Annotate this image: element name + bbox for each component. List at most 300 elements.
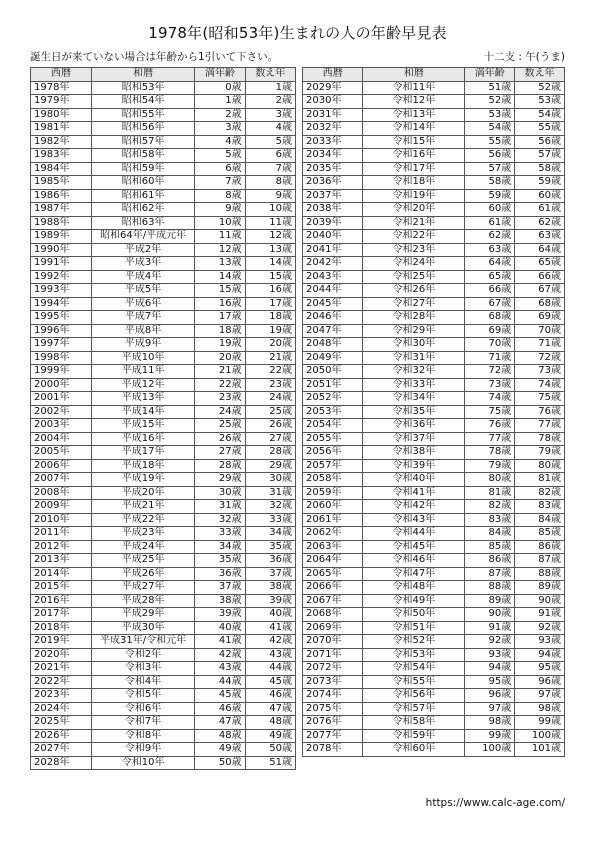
cell-japanese-era: 令和48年 — [363, 581, 465, 595]
cell-japanese-era: 昭和55年 — [91, 108, 194, 122]
cell-kazoe-age: 28歳 — [245, 446, 295, 460]
table-row — [31, 608, 296, 622]
cell-age: 70歳 — [465, 338, 515, 352]
table-row — [31, 419, 296, 433]
cell-kazoe-age: 7歳 — [245, 162, 295, 176]
cell-kazoe-age: 45歳 — [245, 675, 295, 689]
cell-japanese-era: 平成10年 — [91, 351, 194, 365]
cell-western-year: 2068年 — [303, 608, 363, 622]
cell-age: 67歳 — [465, 297, 515, 311]
cell-japanese-era: 昭和53年 — [91, 81, 194, 95]
cell-japanese-era: 平成2年 — [91, 243, 194, 257]
cell-age: 33歳 — [195, 527, 245, 541]
table-row — [31, 648, 296, 662]
cell-kazoe-age: 5歳 — [245, 135, 295, 149]
table-row — [31, 338, 296, 352]
cell-western-year: 2076年 — [303, 716, 363, 730]
cell-western-year: 1996年 — [31, 324, 92, 338]
table-row — [31, 122, 296, 136]
cell-western-year: 1987年 — [31, 203, 92, 217]
table-row — [31, 540, 296, 554]
cell-age: 68歳 — [465, 311, 515, 325]
cell-age: 94歳 — [465, 662, 515, 676]
table-row — [303, 729, 565, 743]
cell-kazoe-age: 20歳 — [245, 338, 295, 352]
cell-kazoe-age: 83歳 — [515, 500, 565, 514]
cell-western-year: 2048年 — [303, 338, 363, 352]
table-row — [31, 486, 296, 500]
cell-japanese-era: 令和11年 — [363, 81, 465, 95]
cell-japanese-era: 令和24年 — [363, 257, 465, 271]
cell-western-year: 2060年 — [303, 500, 363, 514]
cell-kazoe-age: 8歳 — [245, 176, 295, 190]
cell-age: 49歳 — [195, 743, 245, 757]
cell-age: 2歳 — [195, 108, 245, 122]
cell-western-year: 1978年 — [31, 81, 92, 95]
cell-japanese-era: 令和14年 — [363, 122, 465, 136]
cell-japanese-era: 昭和57年 — [91, 135, 194, 149]
cell-age: 66歳 — [465, 284, 515, 298]
table-row — [303, 540, 565, 554]
cell-kazoe-age: 78歳 — [515, 432, 565, 446]
cell-age: 12歳 — [195, 243, 245, 257]
table-row — [31, 675, 296, 689]
table-row — [31, 729, 296, 743]
cell-age: 9歳 — [195, 203, 245, 217]
table-row — [31, 284, 296, 298]
cell-kazoe-age: 58歳 — [515, 162, 565, 176]
table-row — [303, 378, 565, 392]
table-row — [303, 122, 565, 136]
cell-japanese-era: 平成9年 — [91, 338, 194, 352]
cell-kazoe-age: 54歳 — [515, 108, 565, 122]
table-row — [31, 702, 296, 716]
cell-western-year: 2043年 — [303, 270, 363, 284]
cell-western-year: 2054年 — [303, 419, 363, 433]
cell-kazoe-age: 14歳 — [245, 257, 295, 271]
cell-age: 59歳 — [465, 189, 515, 203]
table-row — [31, 405, 296, 419]
cell-kazoe-age: 86歳 — [515, 540, 565, 554]
cell-age: 18歳 — [195, 324, 245, 338]
cell-western-year: 2045年 — [303, 297, 363, 311]
cell-kazoe-age: 80歳 — [515, 459, 565, 473]
cell-japanese-era: 平成24年 — [91, 540, 194, 554]
age-table-right — [302, 67, 565, 757]
cell-kazoe-age: 89歳 — [515, 581, 565, 595]
cell-western-year: 1979年 — [31, 95, 92, 109]
cell-western-year: 2032年 — [303, 122, 363, 136]
cell-kazoe-age: 99歳 — [515, 716, 565, 730]
cell-japanese-era: 平成25年 — [91, 554, 194, 568]
cell-japanese-era: 平成11年 — [91, 365, 194, 379]
cell-western-year: 2040年 — [303, 230, 363, 244]
cell-japanese-era: 令和21年 — [363, 216, 465, 230]
cell-age: 90歳 — [465, 608, 515, 622]
cell-japanese-era: 令和10年 — [91, 756, 194, 770]
table-row — [303, 243, 565, 257]
cell-western-year: 2069年 — [303, 621, 363, 635]
col-header-japanese-era: 和暦 — [91, 68, 194, 82]
cell-japanese-era: 令和25年 — [363, 270, 465, 284]
cell-japanese-era: 令和40年 — [363, 473, 465, 487]
col-header-kazoe-age: 数え年 — [245, 68, 295, 82]
cell-japanese-era: 平成22年 — [91, 513, 194, 527]
table-row — [303, 311, 565, 325]
cell-age: 63歳 — [465, 243, 515, 257]
cell-kazoe-age: 61歳 — [515, 203, 565, 217]
cell-age: 76歳 — [465, 419, 515, 433]
cell-age: 6歳 — [195, 162, 245, 176]
cell-japanese-era: 令和6年 — [91, 702, 194, 716]
table-row — [31, 95, 296, 109]
table-row — [303, 270, 565, 284]
cell-western-year: 1997年 — [31, 338, 92, 352]
table-row — [303, 297, 565, 311]
table-row — [31, 635, 296, 649]
cell-kazoe-age: 49歳 — [245, 729, 295, 743]
cell-western-year: 2070年 — [303, 635, 363, 649]
table-row — [303, 716, 565, 730]
table-row — [31, 689, 296, 703]
cell-kazoe-age: 1歳 — [245, 81, 295, 95]
site-url[interactable]: https://www.calc-age.com/ — [425, 797, 565, 809]
cell-japanese-era: 平成5年 — [91, 284, 194, 298]
cell-kazoe-age: 75歳 — [515, 392, 565, 406]
cell-western-year: 1992年 — [31, 270, 92, 284]
cell-western-year: 2003年 — [31, 419, 92, 433]
cell-age: 62歳 — [465, 230, 515, 244]
cell-japanese-era: 令和47年 — [363, 567, 465, 581]
cell-japanese-era: 令和9年 — [91, 743, 194, 757]
cell-kazoe-age: 87歳 — [515, 554, 565, 568]
cell-western-year: 2044年 — [303, 284, 363, 298]
cell-age: 0歳 — [195, 81, 245, 95]
cell-western-year: 2063年 — [303, 540, 363, 554]
cell-kazoe-age: 95歳 — [515, 662, 565, 676]
cell-western-year: 2004年 — [31, 432, 92, 446]
cell-western-year: 2038年 — [303, 203, 363, 217]
cell-japanese-era: 平成13年 — [91, 392, 194, 406]
cell-age: 26歳 — [195, 432, 245, 446]
cell-age: 77歳 — [465, 432, 515, 446]
table-row — [31, 527, 296, 541]
cell-japanese-era: 令和37年 — [363, 432, 465, 446]
cell-age: 21歳 — [195, 365, 245, 379]
table-row — [303, 608, 565, 622]
table-row — [303, 365, 565, 379]
table-row — [303, 554, 565, 568]
table-row — [303, 419, 565, 433]
cell-western-year: 2056年 — [303, 446, 363, 460]
cell-age: 100歳 — [465, 743, 515, 757]
cell-japanese-era: 平成6年 — [91, 297, 194, 311]
cell-western-year: 2025年 — [31, 716, 92, 730]
cell-kazoe-age: 71歳 — [515, 338, 565, 352]
cell-age: 34歳 — [195, 540, 245, 554]
cell-western-year: 2058年 — [303, 473, 363, 487]
table-row — [31, 378, 296, 392]
cell-western-year: 2051年 — [303, 378, 363, 392]
cell-kazoe-age: 46歳 — [245, 689, 295, 703]
cell-kazoe-age: 36歳 — [245, 554, 295, 568]
cell-japanese-era: 平成12年 — [91, 378, 194, 392]
table-row — [31, 594, 296, 608]
cell-kazoe-age: 3歳 — [245, 108, 295, 122]
cell-japanese-era: 昭和64年/平成元年 — [91, 230, 194, 244]
table-row — [303, 500, 565, 514]
table-row — [303, 689, 565, 703]
cell-western-year: 2023年 — [31, 689, 92, 703]
cell-japanese-era: 令和5年 — [91, 689, 194, 703]
cell-kazoe-age: 10歳 — [245, 203, 295, 217]
cell-kazoe-age: 92歳 — [515, 621, 565, 635]
cell-western-year: 2055年 — [303, 432, 363, 446]
cell-japanese-era: 昭和58年 — [91, 149, 194, 163]
cell-japanese-era: 令和60年 — [363, 743, 465, 757]
cell-kazoe-age: 23歳 — [245, 378, 295, 392]
table-row — [31, 230, 296, 244]
cell-kazoe-age: 4歳 — [245, 122, 295, 136]
cell-japanese-era: 令和30年 — [363, 338, 465, 352]
cell-japanese-era: 令和17年 — [363, 162, 465, 176]
table-row — [303, 446, 565, 460]
table-row — [31, 162, 296, 176]
table-row — [303, 392, 565, 406]
cell-age: 36歳 — [195, 567, 245, 581]
cell-age: 53歳 — [465, 108, 515, 122]
table-row — [303, 621, 565, 635]
cell-japanese-era: 平成16年 — [91, 432, 194, 446]
cell-kazoe-age: 55歳 — [515, 122, 565, 136]
cell-kazoe-age: 9歳 — [245, 189, 295, 203]
cell-age: 22歳 — [195, 378, 245, 392]
cell-japanese-era: 平成14年 — [91, 405, 194, 419]
cell-kazoe-age: 72歳 — [515, 351, 565, 365]
cell-japanese-era: 令和51年 — [363, 621, 465, 635]
cell-kazoe-age: 47歳 — [245, 702, 295, 716]
cell-japanese-era: 平成19年 — [91, 473, 194, 487]
cell-age: 43歳 — [195, 662, 245, 676]
cell-kazoe-age: 15歳 — [245, 270, 295, 284]
cell-japanese-era: 令和28年 — [363, 311, 465, 325]
cell-japanese-era: 令和52年 — [363, 635, 465, 649]
cell-western-year: 2016年 — [31, 594, 92, 608]
cell-kazoe-age: 84歳 — [515, 513, 565, 527]
cell-age: 47歳 — [195, 716, 245, 730]
cell-kazoe-age: 56歳 — [515, 135, 565, 149]
cell-age: 56歳 — [465, 149, 515, 163]
cell-age: 39歳 — [195, 608, 245, 622]
cell-japanese-era: 平成20年 — [91, 486, 194, 500]
cell-age: 17歳 — [195, 311, 245, 325]
cell-western-year: 2014年 — [31, 567, 92, 581]
cell-japanese-era: 令和32年 — [363, 365, 465, 379]
col-header-western-year: 西暦 — [303, 68, 363, 82]
cell-japanese-era: 令和13年 — [363, 108, 465, 122]
table-row — [303, 459, 565, 473]
cell-japanese-era: 令和49年 — [363, 594, 465, 608]
cell-kazoe-age: 63歳 — [515, 230, 565, 244]
cell-kazoe-age: 94歳 — [515, 648, 565, 662]
cell-kazoe-age: 33歳 — [245, 513, 295, 527]
cell-western-year: 1993年 — [31, 284, 92, 298]
cell-western-year: 2052年 — [303, 392, 363, 406]
cell-japanese-era: 令和58年 — [363, 716, 465, 730]
cell-japanese-era: 令和20年 — [363, 203, 465, 217]
cell-kazoe-age: 24歳 — [245, 392, 295, 406]
cell-age: 44歳 — [195, 675, 245, 689]
cell-age: 19歳 — [195, 338, 245, 352]
cell-japanese-era: 平成17年 — [91, 446, 194, 460]
cell-age: 85歳 — [465, 540, 515, 554]
cell-western-year: 2042年 — [303, 257, 363, 271]
table-row — [303, 189, 565, 203]
cell-age: 84歳 — [465, 527, 515, 541]
table-row — [303, 432, 565, 446]
table-row — [303, 338, 565, 352]
cell-western-year: 1983年 — [31, 149, 92, 163]
cell-japanese-era: 昭和56年 — [91, 122, 194, 136]
cell-kazoe-age: 64歳 — [515, 243, 565, 257]
cell-age: 11歳 — [195, 230, 245, 244]
cell-age: 88歳 — [465, 581, 515, 595]
cell-japanese-era: 令和16年 — [363, 149, 465, 163]
cell-age: 80歳 — [465, 473, 515, 487]
cell-age: 72歳 — [465, 365, 515, 379]
cell-kazoe-age: 67歳 — [515, 284, 565, 298]
cell-japanese-era: 令和3年 — [91, 662, 194, 676]
col-header-western-year: 西暦 — [31, 68, 92, 82]
cell-kazoe-age: 81歳 — [515, 473, 565, 487]
table-row — [31, 189, 296, 203]
cell-age: 48歳 — [195, 729, 245, 743]
cell-kazoe-age: 40歳 — [245, 608, 295, 622]
cell-age: 37歳 — [195, 581, 245, 595]
cell-japanese-era: 平成30年 — [91, 621, 194, 635]
cell-age: 42歳 — [195, 648, 245, 662]
cell-western-year: 2074年 — [303, 689, 363, 703]
table-row — [303, 486, 565, 500]
cell-japanese-era: 平成26年 — [91, 567, 194, 581]
cell-western-year: 2035年 — [303, 162, 363, 176]
col-header-kazoe-age: 数え年 — [515, 68, 565, 82]
age-table-left — [30, 67, 296, 770]
cell-western-year: 2010年 — [31, 513, 92, 527]
cell-age: 75歳 — [465, 405, 515, 419]
cell-japanese-era: 令和8年 — [91, 729, 194, 743]
cell-kazoe-age: 41歳 — [245, 621, 295, 635]
table-row — [303, 135, 565, 149]
cell-age: 79歳 — [465, 459, 515, 473]
table-row — [31, 473, 296, 487]
table-row — [303, 581, 565, 595]
cell-age: 40歳 — [195, 621, 245, 635]
cell-japanese-era: 令和29年 — [363, 324, 465, 338]
cell-age: 10歳 — [195, 216, 245, 230]
cell-western-year: 1995年 — [31, 311, 92, 325]
table-row — [303, 635, 565, 649]
cell-japanese-era: 令和18年 — [363, 176, 465, 190]
table-row — [31, 297, 296, 311]
table-row — [31, 513, 296, 527]
cell-japanese-era: 令和57年 — [363, 702, 465, 716]
cell-kazoe-age: 13歳 — [245, 243, 295, 257]
cell-age: 30歳 — [195, 486, 245, 500]
cell-kazoe-age: 69歳 — [515, 311, 565, 325]
cell-age: 86歳 — [465, 554, 515, 568]
cell-age: 46歳 — [195, 702, 245, 716]
cell-western-year: 2067年 — [303, 594, 363, 608]
cell-japanese-era: 令和7年 — [91, 716, 194, 730]
cell-japanese-era: 令和4年 — [91, 675, 194, 689]
table-row — [303, 675, 565, 689]
cell-western-year: 2018年 — [31, 621, 92, 635]
cell-western-year: 2011年 — [31, 527, 92, 541]
table-row — [31, 108, 296, 122]
cell-western-year: 1980年 — [31, 108, 92, 122]
table-row — [31, 446, 296, 460]
table-header-row — [303, 68, 565, 82]
cell-western-year: 2036年 — [303, 176, 363, 190]
cell-western-year: 1998年 — [31, 351, 92, 365]
cell-western-year: 2059年 — [303, 486, 363, 500]
cell-age: 64歳 — [465, 257, 515, 271]
cell-japanese-era: 平成4年 — [91, 270, 194, 284]
cell-japanese-era: 昭和62年 — [91, 203, 194, 217]
cell-kazoe-age: 60歳 — [515, 189, 565, 203]
cell-age: 13歳 — [195, 257, 245, 271]
cell-western-year: 2021年 — [31, 662, 92, 676]
table-row — [31, 203, 296, 217]
table-row — [31, 581, 296, 595]
cell-age: 50歳 — [195, 756, 245, 770]
cell-japanese-era: 令和55年 — [363, 675, 465, 689]
cell-kazoe-age: 31歳 — [245, 486, 295, 500]
table-row — [31, 716, 296, 730]
cell-western-year: 2078年 — [303, 743, 363, 757]
cell-japanese-era: 平成21年 — [91, 500, 194, 514]
cell-western-year: 1985年 — [31, 176, 92, 190]
table-row — [303, 257, 565, 271]
cell-western-year: 2047年 — [303, 324, 363, 338]
cell-age: 41歳 — [195, 635, 245, 649]
table-row — [31, 257, 296, 271]
cell-japanese-era: 令和2年 — [91, 648, 194, 662]
cell-japanese-era: 令和35年 — [363, 405, 465, 419]
cell-japanese-era: 令和56年 — [363, 689, 465, 703]
cell-japanese-era: 平成18年 — [91, 459, 194, 473]
cell-kazoe-age: 96歳 — [515, 675, 565, 689]
cell-kazoe-age: 52歳 — [515, 81, 565, 95]
note-text: 誕生日が来ていない場合は年齢から1引いて下さい。 — [30, 51, 279, 63]
cell-japanese-era: 令和38年 — [363, 446, 465, 460]
cell-japanese-era: 令和54年 — [363, 662, 465, 676]
cell-age: 91歳 — [465, 621, 515, 635]
cell-kazoe-age: 76歳 — [515, 405, 565, 419]
cell-age: 28歳 — [195, 459, 245, 473]
cell-japanese-era: 昭和59年 — [91, 162, 194, 176]
table-row — [31, 311, 296, 325]
cell-western-year: 2071年 — [303, 648, 363, 662]
table-row — [31, 149, 296, 163]
cell-age: 74歳 — [465, 392, 515, 406]
cell-kazoe-age: 62歳 — [515, 216, 565, 230]
cell-kazoe-age: 90歳 — [515, 594, 565, 608]
cell-age: 38歳 — [195, 594, 245, 608]
cell-kazoe-age: 6歳 — [245, 149, 295, 163]
table-row — [303, 473, 565, 487]
